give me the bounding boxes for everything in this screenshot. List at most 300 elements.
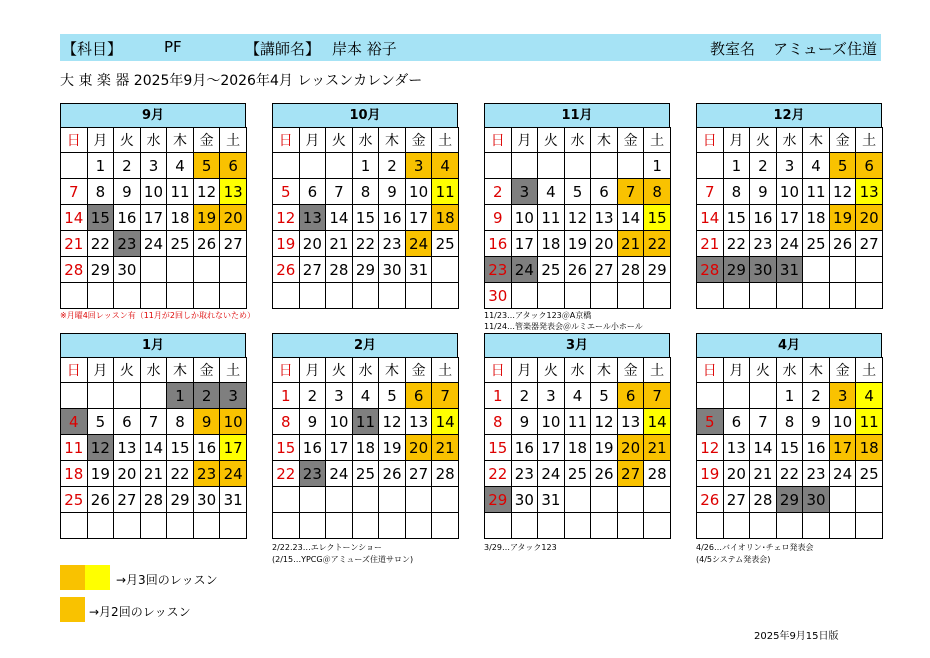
- day-cell: 14: [644, 409, 671, 435]
- day-cell: 13: [591, 205, 618, 231]
- day-cell: 6: [591, 179, 618, 205]
- room-name: アミューズ住道: [773, 40, 877, 58]
- day-cell: 21: [326, 231, 353, 257]
- day-cell: 8: [167, 409, 194, 435]
- empty-cell: [61, 383, 88, 409]
- empty-cell: [220, 283, 247, 309]
- day-cell: 25: [856, 461, 883, 487]
- day-cell: 11: [803, 179, 830, 205]
- day-cell: 2: [750, 153, 777, 179]
- day-cell: 8: [87, 179, 114, 205]
- day-cell: 28: [61, 257, 88, 283]
- empty-cell: [114, 383, 141, 409]
- day-cell: 16: [511, 435, 538, 461]
- day-cell: 21: [432, 435, 459, 461]
- day-cell: 22: [352, 231, 379, 257]
- empty-cell: [326, 487, 353, 513]
- day-cell: 26: [273, 257, 300, 283]
- empty-cell: [856, 487, 883, 513]
- day-cell: 7: [644, 383, 671, 409]
- empty-cell: [114, 513, 141, 539]
- day-cell: 20: [114, 461, 141, 487]
- day-cell: 12: [591, 409, 618, 435]
- empty-cell: [299, 487, 326, 513]
- weekday-header: 月: [723, 358, 750, 383]
- weekday-header: 土: [856, 358, 883, 383]
- day-cell: 29: [485, 487, 512, 513]
- day-cell: 8: [485, 409, 512, 435]
- day-cell: 19: [564, 231, 591, 257]
- empty-cell: [87, 283, 114, 309]
- weekday-header: 金: [405, 128, 432, 153]
- note-november-2: 11/24…管楽器発表会＠ルミエール小ホール: [484, 322, 643, 331]
- day-cell: 21: [644, 435, 671, 461]
- weekday-header: 日: [485, 128, 512, 153]
- day-cell: 18: [856, 435, 883, 461]
- day-cell: 23: [114, 231, 141, 257]
- day-cell: 14: [140, 435, 167, 461]
- empty-cell: [564, 153, 591, 179]
- day-cell: 16: [114, 205, 141, 231]
- day-cell: 18: [564, 435, 591, 461]
- month-title: 11月: [484, 103, 670, 127]
- day-cell: 11: [61, 435, 88, 461]
- empty-cell: [617, 487, 644, 513]
- empty-cell: [511, 153, 538, 179]
- day-cell: 16: [379, 205, 406, 231]
- empty-cell: [564, 487, 591, 513]
- weekday-header: 水: [352, 128, 379, 153]
- note-november-1: 11/23…アタック123＠A京橋: [484, 311, 592, 320]
- day-cell: 19: [273, 231, 300, 257]
- day-cell: 13: [220, 179, 247, 205]
- month-title: 1月: [60, 333, 246, 357]
- weekday-header: 金: [617, 358, 644, 383]
- empty-cell: [405, 487, 432, 513]
- day-cell: 3: [776, 153, 803, 179]
- day-cell: 17: [405, 205, 432, 231]
- day-cell: 7: [432, 383, 459, 409]
- empty-cell: [697, 153, 724, 179]
- month-title: 2月: [272, 333, 458, 357]
- day-cell: 9: [485, 205, 512, 231]
- day-cell: 3: [511, 179, 538, 205]
- day-cell: 23: [299, 461, 326, 487]
- month-calendar: [696, 333, 882, 539]
- weekday-header: 火: [326, 128, 353, 153]
- day-cell: 28: [644, 461, 671, 487]
- empty-cell: [511, 513, 538, 539]
- day-cell: 21: [61, 231, 88, 257]
- day-cell: 15: [167, 435, 194, 461]
- day-cell: 1: [485, 383, 512, 409]
- day-cell: 1: [644, 153, 671, 179]
- legend-two-lessons: [60, 597, 191, 622]
- day-cell: 6: [617, 383, 644, 409]
- day-cell: 2: [299, 383, 326, 409]
- empty-cell: [829, 487, 856, 513]
- day-cell: 24: [220, 461, 247, 487]
- day-cell: 22: [273, 461, 300, 487]
- weekday-header: 日: [485, 358, 512, 383]
- empty-cell: [856, 513, 883, 539]
- calendar-subtitle: 大 東 楽 器 2025年9月～2026年4月 レッスンカレンダー: [60, 73, 423, 89]
- empty-cell: [750, 283, 777, 309]
- note-april-1: 4/26…バイオリン･チェロ発表会: [696, 543, 814, 552]
- day-cell: 2: [114, 153, 141, 179]
- day-cell: 16: [299, 435, 326, 461]
- empty-cell: [644, 283, 671, 309]
- empty-cell: [193, 283, 220, 309]
- weekday-header: 月: [87, 358, 114, 383]
- weekday-header: 月: [723, 128, 750, 153]
- day-cell: 6: [220, 153, 247, 179]
- day-cell: 8: [352, 179, 379, 205]
- day-cell: 15: [776, 435, 803, 461]
- empty-cell: [273, 283, 300, 309]
- day-cell: 17: [511, 231, 538, 257]
- month-grid: [60, 357, 247, 539]
- day-cell: 3: [538, 383, 565, 409]
- day-cell: 15: [485, 435, 512, 461]
- day-cell: 13: [856, 179, 883, 205]
- day-cell: 1: [352, 153, 379, 179]
- empty-cell: [617, 153, 644, 179]
- day-cell: 23: [511, 461, 538, 487]
- day-cell: 28: [432, 461, 459, 487]
- month-calendar: [272, 333, 458, 539]
- day-cell: 18: [61, 461, 88, 487]
- legend-three-label: →月3回のレッスン: [116, 573, 218, 587]
- day-cell: 25: [61, 487, 88, 513]
- weekday-header: 火: [750, 128, 777, 153]
- weekday-header: 日: [61, 358, 88, 383]
- weekday-header: 木: [167, 128, 194, 153]
- day-cell: 12: [87, 435, 114, 461]
- day-cell: 24: [140, 231, 167, 257]
- weekday-header: 木: [591, 358, 618, 383]
- day-cell: 14: [61, 205, 88, 231]
- day-cell: 24: [405, 231, 432, 257]
- day-cell: 4: [167, 153, 194, 179]
- day-cell: 6: [405, 383, 432, 409]
- day-cell: 24: [829, 461, 856, 487]
- empty-cell: [511, 283, 538, 309]
- day-cell: 30: [803, 487, 830, 513]
- day-cell: 16: [750, 205, 777, 231]
- weekday-header: 金: [829, 128, 856, 153]
- empty-cell: [299, 513, 326, 539]
- day-cell: 2: [511, 383, 538, 409]
- day-cell: 16: [485, 231, 512, 257]
- day-cell: 5: [591, 383, 618, 409]
- day-cell: 17: [326, 435, 353, 461]
- day-cell: 1: [723, 153, 750, 179]
- day-cell: 8: [273, 409, 300, 435]
- empty-cell: [644, 487, 671, 513]
- empty-cell: [379, 283, 406, 309]
- day-cell: 11: [856, 409, 883, 435]
- day-cell: 5: [829, 153, 856, 179]
- legend-three-lessons: [60, 565, 218, 590]
- day-cell: 22: [644, 231, 671, 257]
- day-cell: 10: [220, 409, 247, 435]
- empty-cell: [299, 153, 326, 179]
- weekday-header: 火: [326, 358, 353, 383]
- day-cell: 19: [193, 205, 220, 231]
- empty-cell: [87, 513, 114, 539]
- day-cell: 17: [140, 205, 167, 231]
- weekday-header: 土: [220, 358, 247, 383]
- day-cell: 9: [750, 179, 777, 205]
- day-cell: 7: [61, 179, 88, 205]
- day-cell: 10: [405, 179, 432, 205]
- month-calendar: [696, 103, 882, 309]
- day-cell: 31: [405, 257, 432, 283]
- day-cell: 1: [273, 383, 300, 409]
- empty-cell: [432, 257, 459, 283]
- day-cell: 29: [776, 487, 803, 513]
- empty-cell: [538, 513, 565, 539]
- day-cell: 10: [538, 409, 565, 435]
- day-cell: 3: [220, 383, 247, 409]
- empty-cell: [273, 153, 300, 179]
- empty-cell: [167, 513, 194, 539]
- empty-cell: [432, 513, 459, 539]
- weekday-header: 水: [776, 358, 803, 383]
- empty-cell: [326, 513, 353, 539]
- day-cell: 9: [114, 179, 141, 205]
- day-cell: 27: [617, 461, 644, 487]
- day-cell: 30: [114, 257, 141, 283]
- day-cell: 23: [803, 461, 830, 487]
- day-cell: 13: [723, 435, 750, 461]
- day-cell: 25: [538, 257, 565, 283]
- day-cell: 9: [299, 409, 326, 435]
- day-cell: 28: [326, 257, 353, 283]
- empty-cell: [352, 283, 379, 309]
- day-cell: 29: [644, 257, 671, 283]
- day-cell: 4: [352, 383, 379, 409]
- day-cell: 23: [485, 257, 512, 283]
- weekday-header: 木: [379, 128, 406, 153]
- weekday-header: 日: [697, 128, 724, 153]
- empty-cell: [140, 257, 167, 283]
- teacher-label: 【講師名】: [245, 40, 321, 58]
- day-cell: 6: [114, 409, 141, 435]
- day-cell: 24: [538, 461, 565, 487]
- empty-cell: [856, 283, 883, 309]
- day-cell: 1: [87, 153, 114, 179]
- day-cell: 1: [776, 383, 803, 409]
- day-cell: 20: [299, 231, 326, 257]
- weekday-header: 日: [273, 128, 300, 153]
- day-cell: 8: [723, 179, 750, 205]
- empty-cell: [405, 513, 432, 539]
- day-cell: 24: [776, 231, 803, 257]
- legend-orange-swatch: [60, 565, 85, 590]
- empty-cell: [803, 513, 830, 539]
- day-cell: 14: [697, 205, 724, 231]
- empty-cell: [220, 257, 247, 283]
- day-cell: 2: [193, 383, 220, 409]
- day-cell: 20: [405, 435, 432, 461]
- day-cell: 29: [167, 487, 194, 513]
- day-cell: 7: [617, 179, 644, 205]
- empty-cell: [193, 513, 220, 539]
- weekday-header: 金: [193, 358, 220, 383]
- day-cell: 6: [723, 409, 750, 435]
- empty-cell: [776, 283, 803, 309]
- day-cell: 5: [87, 409, 114, 435]
- day-cell: 27: [591, 257, 618, 283]
- note-september: ※月曜4回レッスン有（11月が2回しか取れないため）: [60, 311, 255, 320]
- day-cell: 20: [856, 205, 883, 231]
- day-cell: 21: [140, 461, 167, 487]
- edition-date: 2025年9月15日版: [754, 631, 839, 642]
- day-cell: 18: [352, 435, 379, 461]
- day-cell: 14: [750, 435, 777, 461]
- weekday-header: 日: [273, 358, 300, 383]
- day-cell: 27: [220, 231, 247, 257]
- day-cell: 2: [803, 383, 830, 409]
- month-calendar: [484, 333, 670, 539]
- weekday-header: 月: [511, 128, 538, 153]
- day-cell: 12: [829, 179, 856, 205]
- day-cell: 10: [776, 179, 803, 205]
- day-cell: 19: [87, 461, 114, 487]
- day-cell: 4: [803, 153, 830, 179]
- day-cell: 28: [750, 487, 777, 513]
- day-cell: 26: [829, 231, 856, 257]
- day-cell: 26: [697, 487, 724, 513]
- day-cell: 4: [564, 383, 591, 409]
- day-cell: 7: [697, 179, 724, 205]
- day-cell: 12: [564, 205, 591, 231]
- weekday-header: 月: [299, 128, 326, 153]
- empty-cell: [829, 257, 856, 283]
- weekday-header: 日: [697, 358, 724, 383]
- empty-cell: [564, 283, 591, 309]
- weekday-header: 土: [432, 358, 459, 383]
- empty-cell: [87, 383, 114, 409]
- day-cell: 9: [511, 409, 538, 435]
- header-bar: [60, 34, 881, 61]
- day-cell: 3: [829, 383, 856, 409]
- empty-cell: [273, 513, 300, 539]
- empty-cell: [352, 487, 379, 513]
- empty-cell: [750, 383, 777, 409]
- day-cell: 7: [326, 179, 353, 205]
- empty-cell: [140, 283, 167, 309]
- day-cell: 31: [538, 487, 565, 513]
- day-cell: 15: [723, 205, 750, 231]
- empty-cell: [617, 513, 644, 539]
- weekday-header: 火: [538, 128, 565, 153]
- day-cell: 17: [538, 435, 565, 461]
- empty-cell: [140, 513, 167, 539]
- empty-cell: [697, 283, 724, 309]
- day-cell: 26: [591, 461, 618, 487]
- day-cell: 28: [697, 257, 724, 283]
- weekday-header: 金: [829, 358, 856, 383]
- day-cell: 16: [803, 435, 830, 461]
- day-cell: 22: [776, 461, 803, 487]
- weekday-header: 水: [140, 358, 167, 383]
- day-cell: 21: [617, 231, 644, 257]
- weekday-header: 金: [617, 128, 644, 153]
- empty-cell: [803, 283, 830, 309]
- day-cell: 1: [167, 383, 194, 409]
- day-cell: 14: [617, 205, 644, 231]
- day-cell: 9: [803, 409, 830, 435]
- empty-cell: [723, 283, 750, 309]
- day-cell: 26: [87, 487, 114, 513]
- day-cell: 13: [299, 205, 326, 231]
- day-cell: 26: [193, 231, 220, 257]
- legend-yellow-swatch: [85, 565, 110, 590]
- subject-label: 【科目】: [62, 40, 123, 58]
- empty-cell: [591, 487, 618, 513]
- empty-cell: [61, 283, 88, 309]
- day-cell: 20: [591, 231, 618, 257]
- day-cell: 5: [193, 153, 220, 179]
- month-grid: [484, 127, 671, 309]
- empty-cell: [644, 513, 671, 539]
- day-cell: 4: [432, 153, 459, 179]
- day-cell: 4: [856, 383, 883, 409]
- empty-cell: [564, 513, 591, 539]
- month-grid: [60, 127, 247, 309]
- day-cell: 23: [750, 231, 777, 257]
- month-title: 3月: [484, 333, 670, 357]
- weekday-header: 金: [405, 358, 432, 383]
- empty-cell: [299, 283, 326, 309]
- empty-cell: [697, 513, 724, 539]
- empty-cell: [485, 513, 512, 539]
- day-cell: 13: [405, 409, 432, 435]
- day-cell: 5: [564, 179, 591, 205]
- day-cell: 29: [87, 257, 114, 283]
- day-cell: 25: [803, 231, 830, 257]
- day-cell: 24: [326, 461, 353, 487]
- empty-cell: [776, 513, 803, 539]
- empty-cell: [829, 283, 856, 309]
- day-cell: 22: [87, 231, 114, 257]
- weekday-header: 日: [61, 128, 88, 153]
- empty-cell: [591, 153, 618, 179]
- empty-cell: [591, 283, 618, 309]
- day-cell: 15: [273, 435, 300, 461]
- day-cell: 26: [564, 257, 591, 283]
- empty-cell: [61, 513, 88, 539]
- weekday-header: 水: [564, 358, 591, 383]
- weekday-header: 土: [644, 358, 671, 383]
- day-cell: 10: [140, 179, 167, 205]
- day-cell: 31: [776, 257, 803, 283]
- weekday-header: 水: [564, 128, 591, 153]
- day-cell: 20: [220, 205, 247, 231]
- day-cell: 27: [856, 231, 883, 257]
- day-cell: 19: [591, 435, 618, 461]
- teacher-name: 岸本 裕子: [332, 40, 397, 58]
- weekday-header: 金: [193, 128, 220, 153]
- day-cell: 29: [723, 257, 750, 283]
- weekday-header: 火: [750, 358, 777, 383]
- empty-cell: [326, 153, 353, 179]
- day-cell: 5: [273, 179, 300, 205]
- empty-cell: [538, 153, 565, 179]
